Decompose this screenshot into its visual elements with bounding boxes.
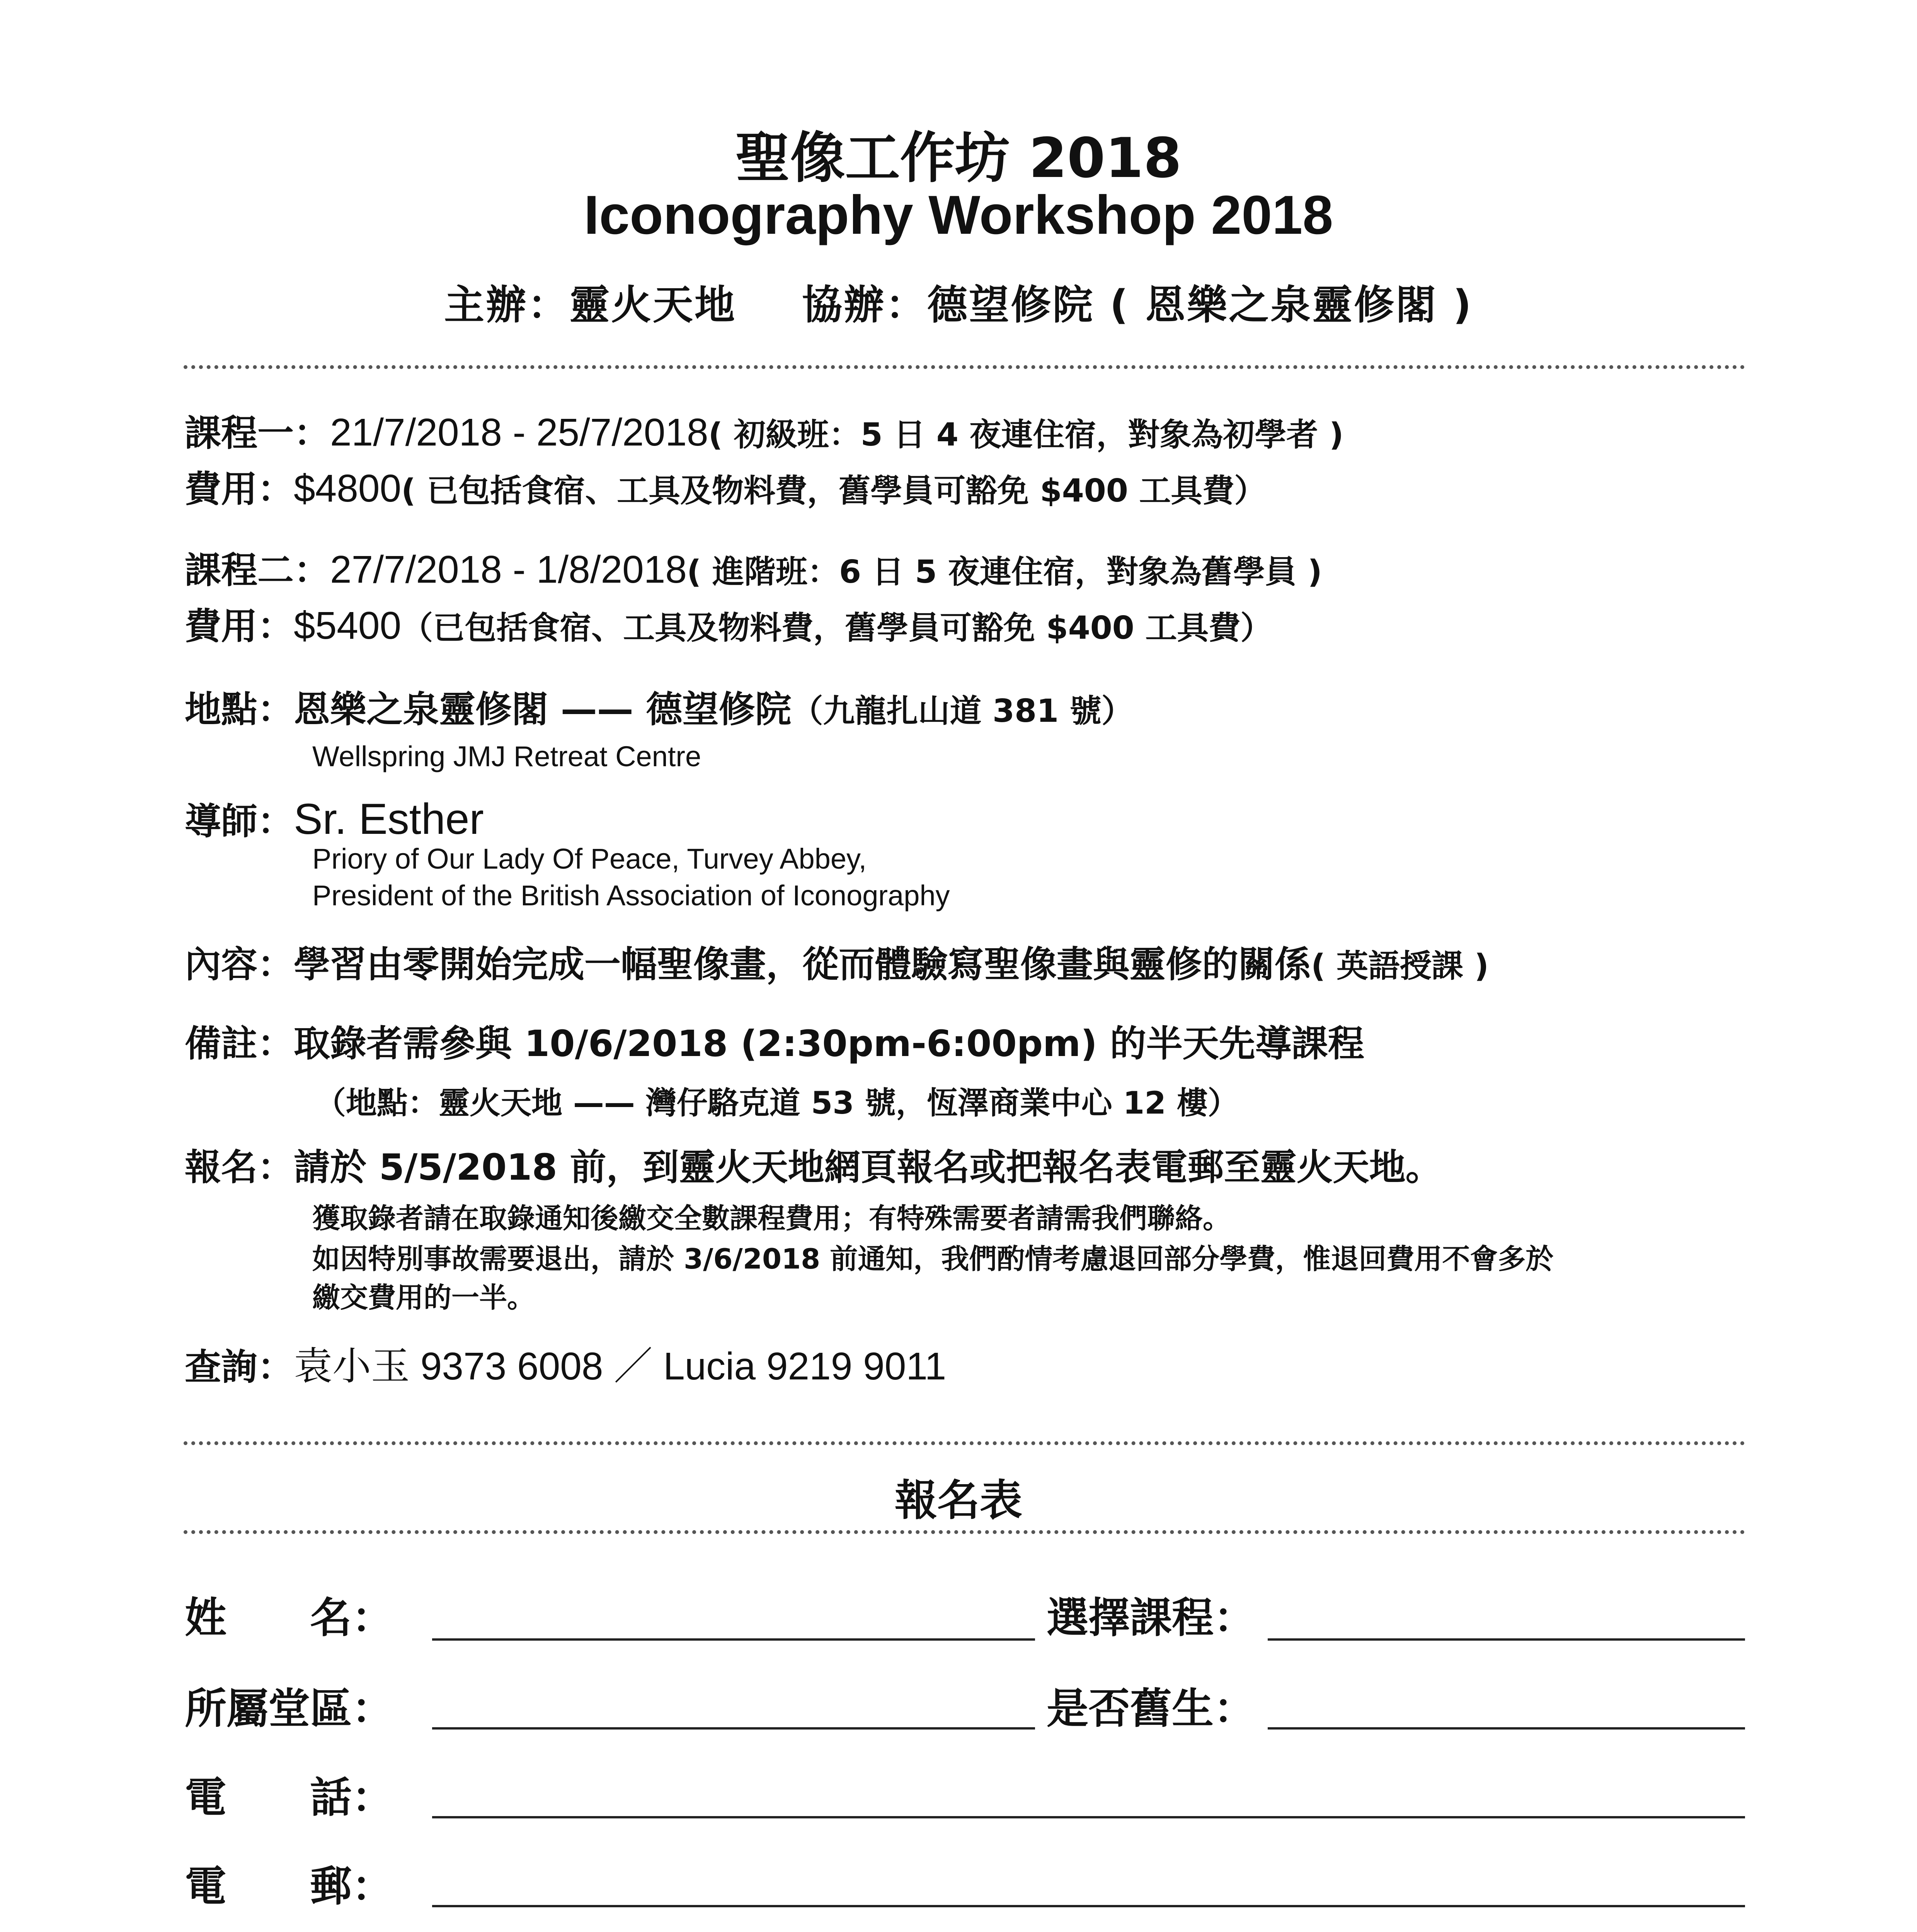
tutor-affiliation-1: Priory of Our Lady Of Peace, Turvey Abbey, (312, 843, 867, 875)
co-organizer-name: 德望修院 ( 恩樂之泉靈修閣 ) (927, 281, 1473, 328)
register-value: 請於 5/5/2018 前，到靈火天地網頁報名或把報名表電郵至靈火天地。 (294, 1146, 1442, 1189)
course-choice-label: 選擇課程： (1047, 1594, 1256, 1642)
course1-fee-note: ( 已包括食宿、工具及物料費，舊學員可豁免 $400 工具費） (401, 473, 1266, 509)
former-student-field[interactable] (1268, 1727, 1745, 1730)
course1-fee: $4800 (294, 467, 402, 510)
organizer-name: 靈火天地 (569, 281, 737, 328)
register-note-1: 獲取錄者請在取錄通知後繳交全數課程費用；有特殊需要者請需我們聯絡。 (312, 1202, 1231, 1235)
course1-dates: 21/7/2018 - 25/7/2018 (330, 411, 708, 454)
tutor-affiliation-2: President of the British Association of Iconography (312, 879, 950, 912)
page-title-english: Iconography Workshop 2018 (584, 184, 1333, 246)
course1-label: 課程一： (185, 412, 330, 454)
course1-note: ( 初級班：5 日 4 夜連住宿，對象為初學者 ) (708, 417, 1344, 453)
register-line (185, 1138, 1442, 1190)
course2-label: 課程二： (185, 549, 330, 592)
content-note: ( 英語授課 ) (1311, 948, 1489, 985)
remarks-label: 備註： (185, 1023, 294, 1065)
phone-field[interactable] (432, 1816, 1745, 1818)
name-label: 姓 名： (185, 1594, 394, 1642)
remarks-sub: （地點：靈火天地 —— 灣仔駱克道 53 號，恆澤商業中心 12 樓） (315, 1085, 1239, 1121)
enquiry-value: 袁小玉 9373 6008 ／ Lucia 9219 9011 (294, 1345, 947, 1388)
organizers (0, 272, 1917, 330)
enquiry-line (185, 1335, 946, 1391)
email-label: 電 郵： (185, 1862, 394, 1911)
page-title: 聖像工作坊 2018 (735, 126, 1182, 190)
course2-dates: 27/7/2018 - 1/8/2018 (330, 548, 687, 591)
register-label: 報名： (185, 1146, 294, 1189)
course2-line (185, 541, 1322, 593)
course2-fee-label: 費用： (185, 605, 294, 648)
register-note-3: 繳交費用的一半。 (312, 1281, 535, 1314)
name-field[interactable] (432, 1638, 1035, 1641)
remarks-value: 取錄者需參與 10/6/2018 (2:30pm-6:00pm) 的半天先導課程 (294, 1023, 1364, 1065)
course1-fee-label: 費用： (185, 468, 294, 510)
parish-field[interactable] (432, 1727, 1035, 1730)
tutor-name: Sr. Esther (294, 795, 484, 843)
venue-value: 恩樂之泉靈修閣 —— 德望修院 (294, 689, 792, 731)
remarks-line (185, 1014, 1364, 1066)
co-organizer-label: 協辦： (802, 281, 928, 328)
parish-label: 所屬堂區： (185, 1685, 394, 1733)
venue-address: （九龍扎山道 381 號） (791, 693, 1133, 730)
content-label: 內容： (185, 944, 294, 986)
course1-line (185, 404, 1343, 456)
content-value: 學習由零開始完成一幅聖像畫，從而體驗寫聖像畫與靈修的關係 (294, 944, 1311, 986)
venue-english: Wellspring JMJ Retreat Centre (312, 740, 701, 772)
course1-fee-line (185, 460, 1266, 512)
tutor-line (185, 792, 484, 844)
organizer-label: 主辦： (444, 281, 570, 328)
phone-label: 電 話： (185, 1774, 394, 1822)
course2-fee: $5400 (294, 604, 402, 647)
dotted-divider (184, 365, 1745, 369)
venue-label: 地點： (185, 689, 294, 731)
tutor-label: 導師： (185, 801, 294, 843)
email-field[interactable] (432, 1905, 1745, 1907)
dotted-divider (184, 1530, 1745, 1534)
former-student-label: 是否舊生： (1047, 1685, 1256, 1733)
venue-line (185, 680, 1133, 732)
content-line (185, 935, 1489, 987)
register-note-2: 如因特別事故需要退出，請於 3/6/2018 前通知，我們酌情考慮退回部分學費，惟退回費用不會多於 (312, 1243, 1554, 1275)
course2-note: ( 進階班：6 日 5 夜連住宿，對象為舊學員 ) (687, 554, 1322, 590)
course-choice-field[interactable] (1268, 1638, 1745, 1641)
enquiry-label: 查詢： (185, 1346, 294, 1388)
course2-fee-line (185, 597, 1272, 649)
course2-fee-note: （已包括食宿、工具及物料費，舊學員可豁免 $400 工具費） (401, 610, 1272, 646)
dotted-divider (184, 1441, 1745, 1445)
form-title: 報名表 (895, 1476, 1022, 1525)
